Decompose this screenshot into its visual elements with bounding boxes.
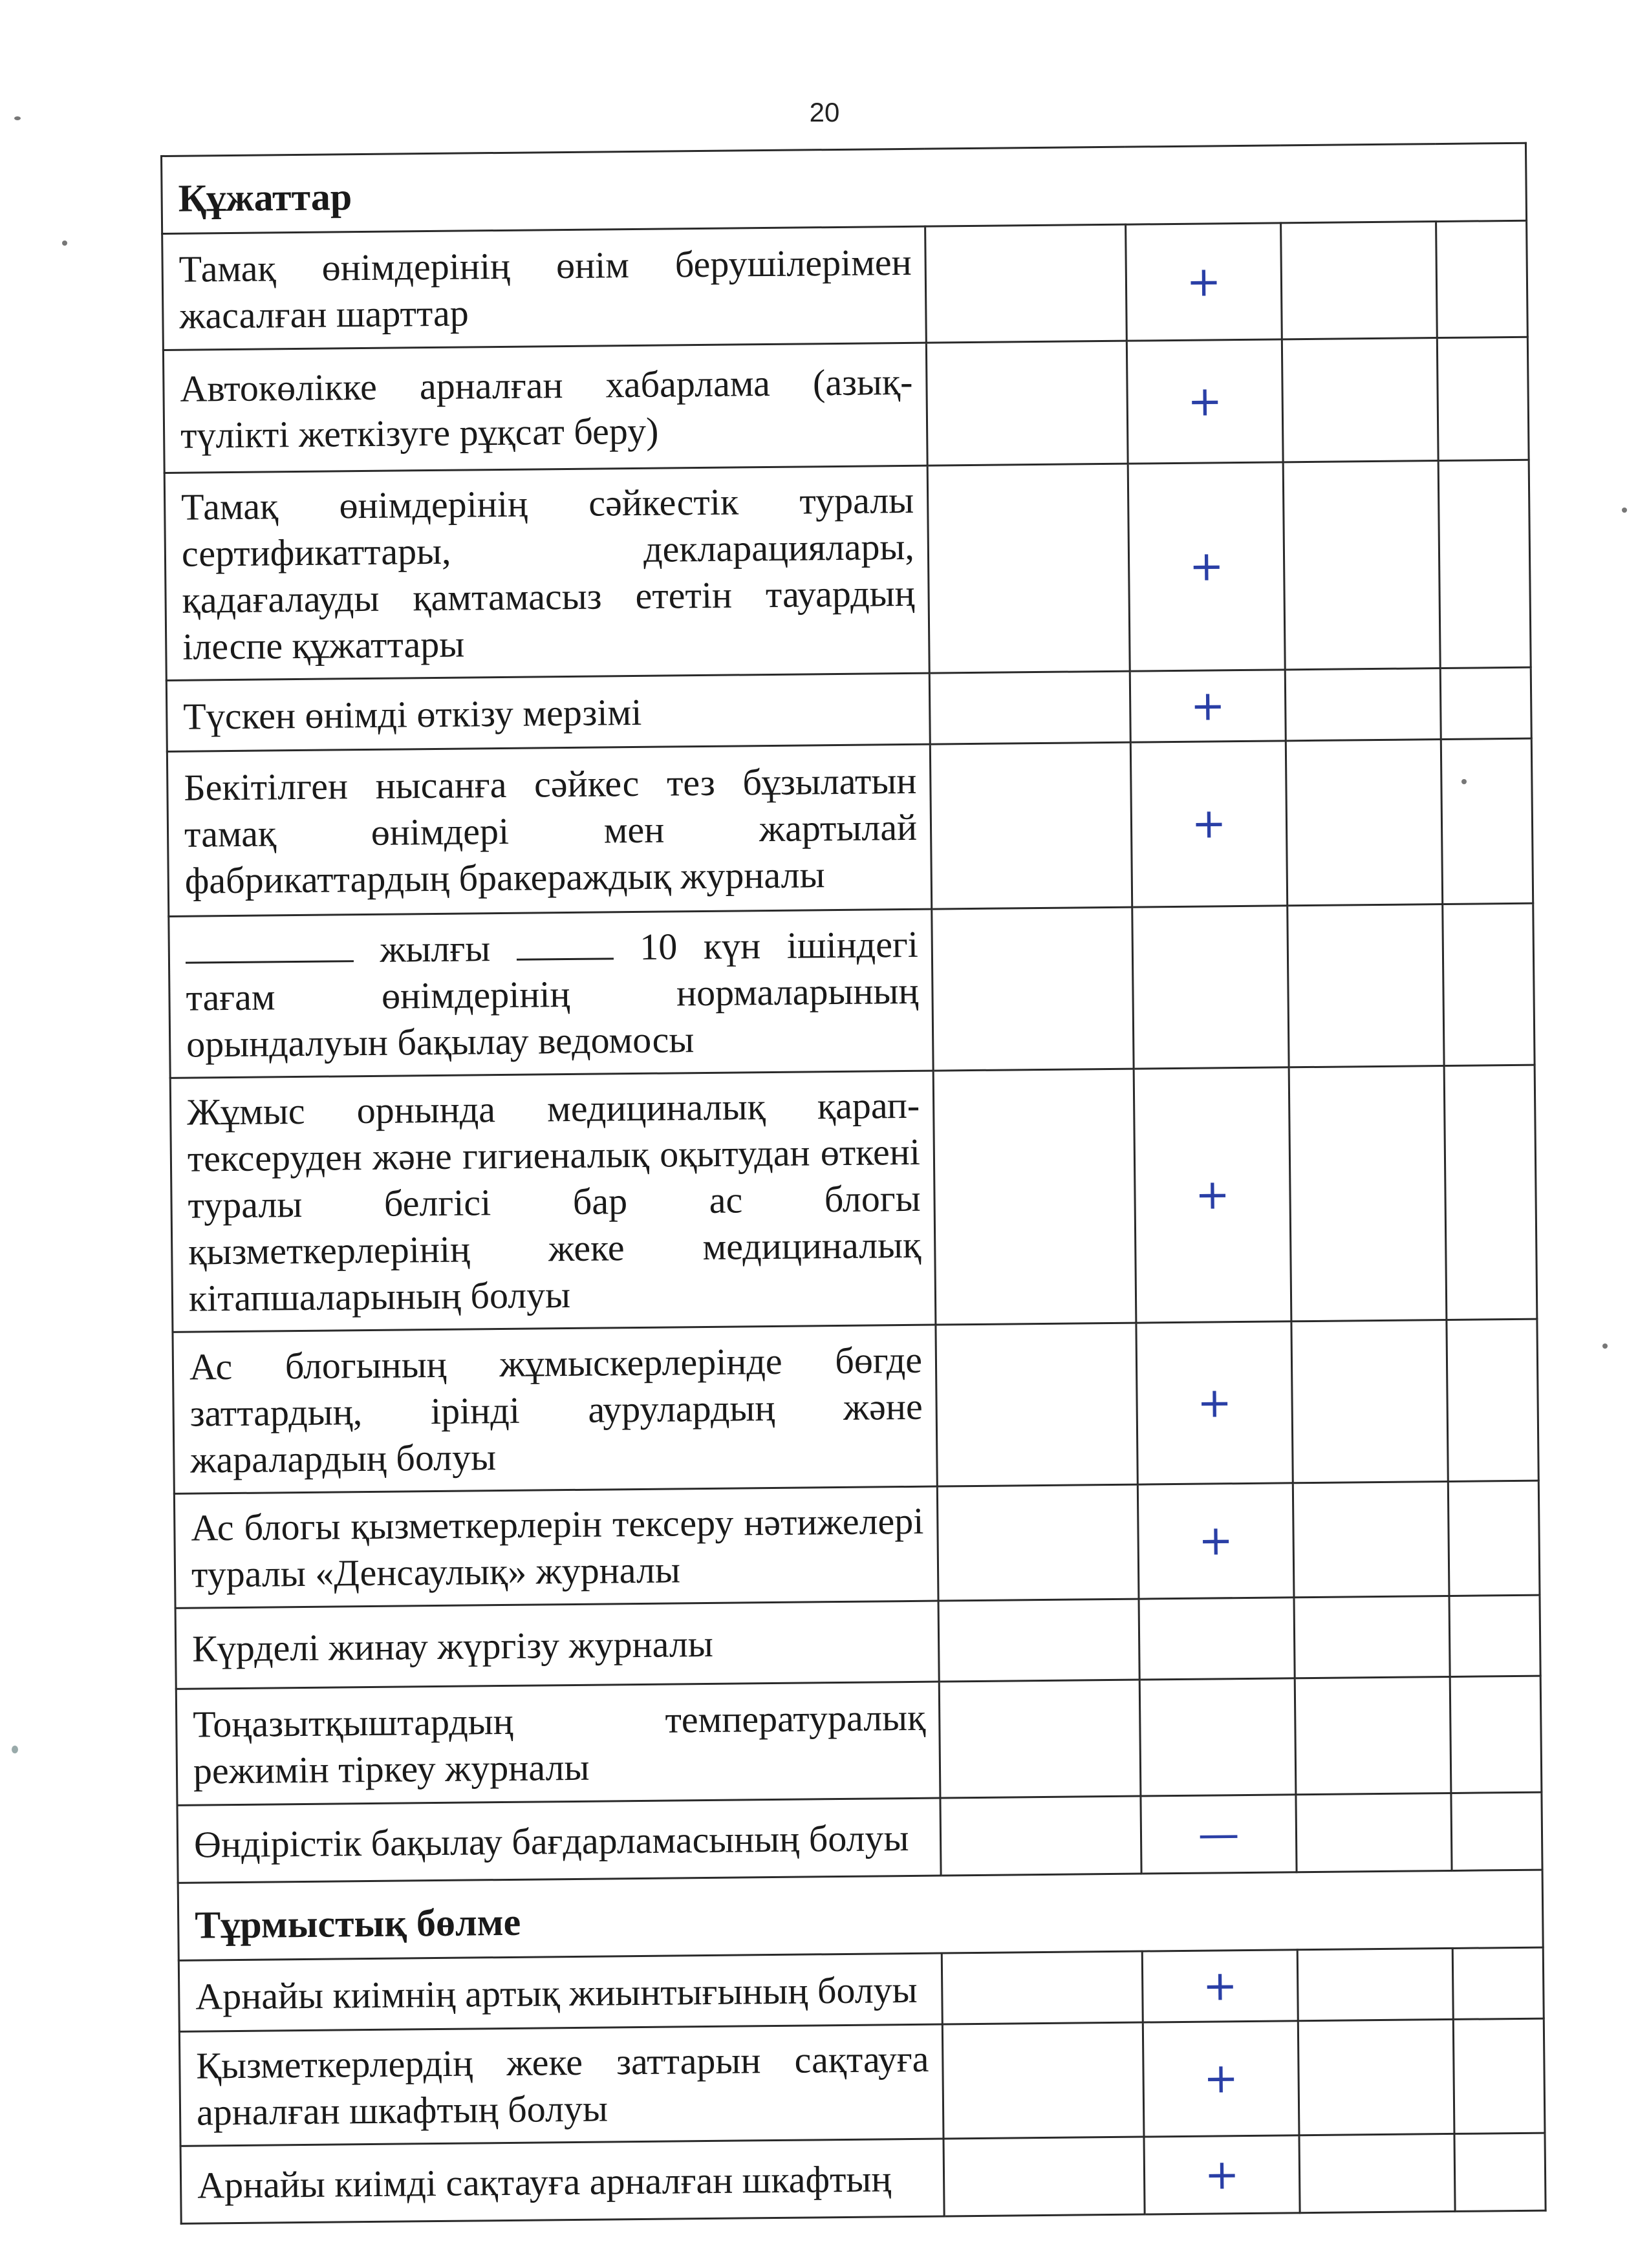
empty-cell [1443,903,1535,1065]
empty-cell [938,1599,1139,1682]
empty-cell [1440,667,1531,739]
empty-cell [1298,2019,1454,2135]
row-description: Өндірістік бақылау бағдарламасының болуы [177,1798,941,1883]
blank-period-field[interactable] [516,925,614,960]
handwritten-mark: + [1144,2135,1300,2214]
empty-cell [1450,1676,1542,1793]
empty-cell [936,1323,1137,1486]
empty-cell [933,1069,1136,1325]
empty-cell [1294,1596,1450,1678]
empty-cell [929,671,1130,744]
empty-cell [1441,738,1533,904]
empty-cell [1291,1320,1448,1482]
empty-cell [925,224,1127,343]
row-description: Тамақ өнімдерінің сәйкестік туралы сертификаттары, декларациялары, қадағалауды қамтамасыз ететін тауардың ілеспе құжаттары [164,465,929,680]
row-description: Автокөлікке арналған хабарлама (азық-түлікті жеткізуге рұқсат беру) [163,343,927,473]
empty-cell [942,1951,1143,2024]
empty-cell [1437,337,1529,460]
empty-cell [1295,1676,1451,1794]
scan-speck [12,1746,18,1753]
row-description: Жұмыс орнында медициналық қарап-тексеруден және гигиеналық оқытудан өткені туралы белгісі бар ас блогы қызметкерлерінің жеке медициналық кітапшаларының болуы [170,1071,936,1332]
row-description: Арнайы киімнің артық жиынтығының болуы [178,1953,942,2031]
handwritten-mark: + [1137,1483,1294,1599]
empty-cell [939,1680,1141,1798]
empty-cell [1449,1595,1540,1676]
handwritten-mark [1132,906,1289,1069]
checklist-table [160,142,1547,2225]
handwritten-mark: + [1126,339,1283,464]
empty-cell [1286,740,1442,906]
empty-cell [932,907,1134,1071]
empty-cell [1297,1948,1453,2020]
empty-cell [1436,220,1528,337]
row-description: Күрделі жинау жүргізу журналы [175,1601,939,1689]
table-row [178,1947,1544,2031]
scan-speck [62,241,67,246]
table-row [167,738,1533,916]
text-fragment: жылғы [380,926,491,970]
table-row [173,1319,1538,1493]
handwritten-mark: + [1143,2021,1299,2137]
handwritten-mark: + [1128,462,1285,671]
handwritten-mark: + [1130,670,1286,742]
empty-cell [937,1484,1139,1601]
table-row [175,1595,1540,1689]
empty-cell [1282,338,1438,462]
table-row [176,1676,1542,1805]
row-description: Қызметкерлердің жеке заттарын сақтауға арналған шкафтың болуы [179,2024,943,2146]
handwritten-mark: + [1142,1950,1298,2022]
row-description: Ас блогы қызметкерлерін тексеру нәтижелері туралы «Денсаулық» журналы [174,1486,938,1608]
empty-cell [1444,1065,1537,1320]
table-row [164,460,1531,680]
page-number: 20 [809,97,840,127]
table-row [170,1065,1537,1332]
empty-cell [1285,669,1441,741]
empty-cell [1451,1792,1542,1870]
empty-cell [1454,2133,1546,2211]
empty-cell [1438,460,1531,668]
empty-cell [1299,2134,1455,2212]
blank-year-field[interactable] [185,928,353,963]
handwritten-mark: + [1136,1321,1293,1484]
empty-cell [1293,1481,1449,1597]
empty-cell [940,1796,1141,1876]
section-title: Құжаттар [162,143,1527,233]
empty-cell [1288,904,1444,1067]
table-row [177,1792,1542,1883]
section-header-documents [162,143,1527,233]
row-description: Түскен өнімді өткізу мерзімі [166,673,930,751]
scan-speck [1602,1343,1608,1349]
handwritten-mark: + [1130,741,1287,907]
empty-cell [926,341,1128,465]
row-description: Бекітілген нысанға сәйкес тез бұзылатын тамақ өнімдері мен жартылай фабрикаттардың бракераждық журналы [167,744,931,916]
section-header-domestic-room [178,1870,1543,1960]
row-description: Тамақ өнімдерінің өнім берушілерімен жасалған шарттар [162,226,927,350]
scan-speck [1461,779,1467,784]
section-title: Тұрмыстық бөлме [178,1870,1543,1960]
empty-cell [927,464,1130,673]
handwritten-mark: + [1134,1067,1291,1323]
row-description: Ас блогының жұмыскерлерінде бөгде заттардың, ірінді аурулардың және жаралардың болуы [173,1325,937,1493]
handwritten-mark: — [1141,1795,1297,1874]
row-description: Тоңазытқыштардың температуралық режимін тіркеу журналы [176,1682,940,1805]
empty-cell [930,742,1132,909]
empty-cell [1453,2018,1545,2134]
checklist-sheet [160,142,1544,2207]
scan-speck [1622,508,1627,513]
empty-cell [1447,1319,1538,1481]
empty-cell [1281,222,1438,339]
table-row [174,1481,1540,1608]
row-description [169,909,933,1078]
row-description: Арнайы киімді сақтауға арналған шкафтың [180,2139,944,2223]
empty-cell [1452,1947,1544,2019]
scan-speck [14,116,21,120]
table-row [162,220,1528,350]
table-row [166,667,1531,751]
empty-cell [1296,1793,1452,1872]
empty-cell [1289,1066,1447,1321]
empty-cell [942,2022,1144,2139]
text-fragment: 10 күн ішіндегі тағам өнімдерінің нормаларының орындалуын бақылау ведомосы [186,923,919,1065]
handwritten-mark [1139,1598,1295,1680]
handwritten-mark: + [1126,223,1282,341]
empty-cell [943,2137,1145,2216]
empty-cell [1448,1481,1540,1596]
table-row [179,2018,1545,2146]
table-row [163,337,1529,473]
handwritten-mark [1139,1678,1296,1796]
table-row [180,2133,1546,2223]
empty-cell [1283,461,1440,670]
table-row [169,903,1535,1078]
